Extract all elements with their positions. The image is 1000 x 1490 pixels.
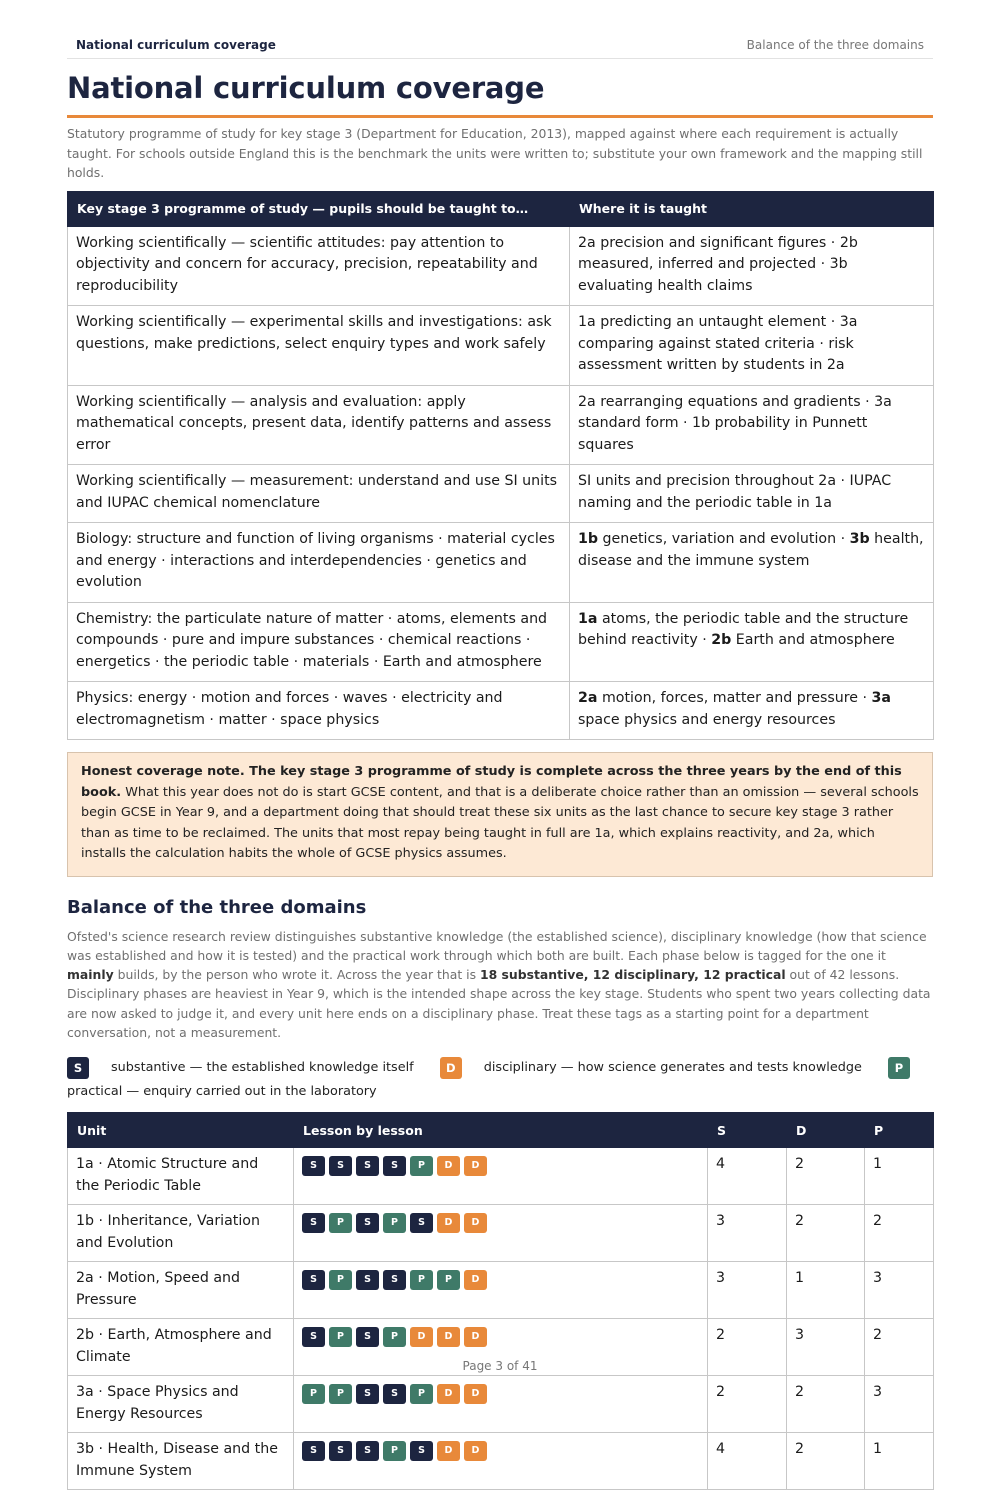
lesson-tag-d: D (437, 1156, 460, 1176)
units-header-lessons: Lesson by lesson (294, 1113, 708, 1148)
running-head (67, 0, 933, 59)
unit-lessons-cell (294, 1262, 708, 1319)
unit-row (68, 1376, 934, 1433)
legend-p-label: practical — enquiry carried out in the laboratory (67, 1084, 377, 1100)
coverage-where-run: 2a rearranging equations and gradients · 3a standard form · 1b probability in Punnett squares (578, 393, 892, 453)
coverage-where-run: genetics, variation and evolution · (598, 531, 850, 547)
balance-para-run: Ofsted's science research review distinguishes substantive knowledge (the established science), disciplinary knowledge (how that science was established and how it is tested) and the practical work through which both are built. Each phase below is tagged for the one it (67, 928, 927, 963)
balance-para-run: mainly (67, 967, 114, 983)
coverage-requirement-cell: Working scientifically — analysis and evaluation: apply mathematical concepts, present data, identify patterns and assess error (68, 385, 570, 465)
coverage-where-run: 2a (578, 690, 598, 706)
units-header-p: P (865, 1113, 934, 1148)
unit-p-count: 1 (865, 1148, 934, 1205)
lesson-tag-p: P (329, 1270, 352, 1290)
lesson-tag-p: P (410, 1384, 433, 1404)
lesson-tag-p: P (410, 1270, 433, 1290)
coverage-note-text: What this year does not do is start GCSE content, and that is a deliberate choice rather than an omission — several schools begin GCSE in Year 9, and a department doing that should treat these six units as the last chance to secure key stage 3 rather than as time to be reclaimed. The units that most repay being taught in full are 1a, which explains reactivity, and 2a, which installs the calculation habits the whole of GCSE physics assumes. (81, 784, 919, 861)
unit-p-count: 3 (865, 1376, 934, 1433)
lesson-tag-p: P (329, 1327, 352, 1347)
unit-lessons-cell (294, 1205, 708, 1262)
unit-row (68, 1433, 934, 1490)
lesson-tag-d: D (437, 1441, 460, 1461)
unit-d-count: 2 (787, 1376, 865, 1433)
lesson-tag-d: D (437, 1213, 460, 1233)
coverage-where-cell (570, 306, 934, 386)
lesson-tag-s: S (383, 1156, 406, 1176)
unit-name-cell: 1b · Inheritance, Variation and Evolution (68, 1205, 294, 1262)
units-header-s: S (708, 1113, 787, 1148)
lesson-tag-s: S (302, 1156, 325, 1176)
unit-p-count: 1 (865, 1433, 934, 1490)
coverage-header-where: Where it is taught (570, 191, 934, 226)
units-header-unit: Unit (68, 1113, 294, 1148)
coverage-where-run: health, disease and the immune system (578, 531, 924, 569)
coverage-row (68, 523, 934, 603)
unit-s-count: 4 (708, 1148, 787, 1205)
coverage-row (68, 306, 934, 386)
unit-s-count: 2 (708, 1319, 787, 1376)
unit-d-count: 1 (787, 1262, 865, 1319)
unit-row (68, 1148, 934, 1205)
coverage-row (68, 465, 934, 523)
unit-name-cell: 2a · Motion, Speed and Pressure (68, 1262, 294, 1319)
unit-name-cell: 3a · Space Physics and Energy Resources (68, 1376, 294, 1433)
lesson-tags (302, 1268, 699, 1290)
lesson-tag-d: D (464, 1384, 487, 1404)
legend-d-label: disciplinary — how science generates and tests knowledge (483, 1060, 862, 1076)
coverage-where-run: atoms, the periodic table and the structure behind reactivity · (578, 610, 909, 648)
lesson-tag-p: P (383, 1213, 406, 1233)
lesson-tags (302, 1382, 699, 1404)
legend-p-chip: P (888, 1057, 910, 1079)
coverage-where-cell (570, 385, 934, 465)
coverage-requirement-cell: Working scientifically — experimental skills and investigations: ask questions, make predictions, select enquiry types and work safely (68, 306, 570, 386)
coverage-where-cell (570, 465, 934, 523)
coverage-requirement-cell: Chemistry: the particulate nature of matter · atoms, elements and compounds · pure and impure substances · chemical reactions · energetics · the periodic table · materials · Earth and atmosphere (68, 602, 570, 682)
coverage-where-run: space physics and energy resources (578, 711, 836, 728)
page-number: Page 3 of 41 (462, 1359, 538, 1373)
balance-para-run: builds, by the person who wrote it. Across the year that is (113, 967, 480, 983)
coverage-row (68, 226, 934, 306)
lesson-tag-s: S (383, 1384, 406, 1404)
coverage-where-run: 2a precision and significant figures · 2b measured, inferred and projected · 3b evaluating health claims (578, 234, 858, 294)
lesson-tag-p: P (383, 1441, 406, 1461)
running-head-left: National curriculum coverage (76, 38, 276, 52)
coverage-requirement-cell: Working scientifically — scientific attitudes: pay attention to objectivity and concern for accuracy, precision, repeatability and reproducibility (68, 226, 570, 306)
balance-heading: Balance of the three domains (67, 896, 367, 918)
balance-para-run: 18 substantive, 12 disciplinary, 12 practical (480, 967, 786, 983)
legend-d-chip: D (440, 1057, 462, 1079)
lesson-tag-d: D (464, 1156, 487, 1176)
lesson-tag-s: S (356, 1384, 379, 1404)
lesson-tag-d: D (410, 1327, 433, 1347)
unit-d-count: 3 (787, 1319, 865, 1376)
lesson-tag-s: S (356, 1327, 379, 1347)
lesson-tag-p: P (410, 1156, 433, 1176)
unit-name-cell: 3b · Health, Disease and the Immune System (68, 1433, 294, 1490)
lesson-tag-p: P (383, 1327, 406, 1347)
coverage-requirement-cell: Physics: energy · motion and forces · waves · electricity and electromagnetism · matter · space physics (68, 682, 570, 740)
lesson-tag-d: D (464, 1213, 487, 1233)
units-table-body (68, 1148, 934, 1490)
unit-row (68, 1205, 934, 1262)
lesson-tag-s: S (356, 1213, 379, 1233)
unit-s-count: 3 (708, 1205, 787, 1262)
lesson-tags (302, 1211, 699, 1233)
lesson-tag-s: S (302, 1441, 325, 1461)
coverage-header-requirement: Key stage 3 programme of study — pupils should be taught to… (68, 191, 570, 226)
lesson-tags (302, 1325, 699, 1347)
coverage-requirement-cell: Biology: structure and function of living organisms · material cycles and energy · interactions and interdependencies · genetics and evolution (68, 523, 570, 603)
coverage-where-run: motion, forces, matter and pressure · (597, 690, 872, 706)
lesson-tag-d: D (464, 1270, 487, 1290)
coverage-where-run: Earth and atmosphere (731, 632, 895, 648)
coverage-where-run: 3b (849, 531, 870, 547)
lesson-tag-p: P (302, 1384, 325, 1404)
coverage-note-bold: Honest coverage note. The key stage 3 programme of study is complete across the three years by the end of this book. (81, 764, 902, 800)
coverage-where-run: 3a (871, 690, 891, 706)
lesson-tag-d: D (437, 1384, 460, 1404)
lesson-tags (302, 1439, 699, 1461)
lesson-tag-s: S (329, 1441, 352, 1461)
units-table (67, 1112, 934, 1490)
lesson-tag-s: S (302, 1270, 325, 1290)
lesson-tag-s: S (329, 1156, 352, 1176)
unit-name-cell: 2b · Earth, Atmosphere and Climate (68, 1319, 294, 1376)
coverage-where-run: 1b (578, 531, 599, 547)
coverage-where-run: 1a (578, 610, 598, 627)
lesson-tag-s: S (356, 1270, 379, 1290)
coverage-where-cell (570, 602, 934, 682)
unit-p-count: 3 (865, 1262, 934, 1319)
coverage-requirement-cell: Working scientifically — measurement: understand and use SI units and IUPAC chemical nomenclature (68, 465, 570, 523)
units-header-d: D (787, 1113, 865, 1148)
lesson-tag-s: S (383, 1270, 406, 1290)
coverage-table (67, 191, 934, 741)
balance-paragraph (67, 927, 933, 1043)
running-head-right: Balance of the three domains (746, 38, 924, 52)
lesson-tag-s: S (410, 1441, 433, 1461)
unit-p-count: 2 (865, 1205, 934, 1262)
coverage-where-run: SI units and precision throughout 2a · IUPAC naming and the periodic table in 1a (578, 473, 892, 511)
legend-s-chip: S (67, 1057, 89, 1079)
coverage-where-run: 1a predicting an untaught element · 3a comparing against stated criteria · risk assessment written by students in 2a (578, 314, 858, 373)
unit-s-count: 3 (708, 1262, 787, 1319)
coverage-where-run: 2b (711, 632, 732, 648)
coverage-row (68, 682, 934, 740)
lesson-tag-s: S (356, 1156, 379, 1176)
page-title: National curriculum coverage (67, 71, 933, 118)
lesson-tag-s: S (302, 1327, 325, 1347)
unit-row (68, 1262, 934, 1319)
lesson-tag-p: P (329, 1213, 352, 1233)
unit-d-count: 2 (787, 1433, 865, 1490)
coverage-where-cell (570, 523, 934, 603)
lesson-tag-d: D (464, 1441, 487, 1461)
lesson-tag-d: D (464, 1327, 487, 1347)
lesson-tags (302, 1154, 699, 1176)
lesson-tag-s: S (302, 1213, 325, 1233)
legend-s-label: substantive — the established knowledge itself (111, 1060, 414, 1076)
unit-lessons-cell (294, 1376, 708, 1433)
unit-lessons-cell (294, 1433, 708, 1490)
coverage-where-cell (570, 226, 934, 306)
lesson-tag-d: D (437, 1327, 460, 1347)
balance-para-run: out of 42 lessons. Disciplinary phases are heaviest in Year 9, which is the intended shape across the key stage. Students who spent two years collecting data are now asked to judge it, and every unit here ends on a disciplinary phase. Treat these tags as a starting point for a department conversation, not a measurement. (67, 967, 931, 1040)
lesson-tag-s: S (410, 1213, 433, 1233)
unit-d-count: 2 (787, 1205, 865, 1262)
unit-lessons-cell (294, 1148, 708, 1205)
coverage-note (67, 752, 933, 877)
lesson-tag-p: P (329, 1384, 352, 1404)
lesson-tag-s: S (356, 1441, 379, 1461)
unit-d-count: 2 (787, 1148, 865, 1205)
lesson-tag-p: P (437, 1270, 460, 1290)
coverage-where-cell (570, 682, 934, 740)
unit-name-cell: 1a · Atomic Structure and the Periodic Table (68, 1148, 294, 1205)
unit-p-count: 2 (865, 1319, 934, 1376)
intro-paragraph: Statutory programme of study for key stage 3 (Department for Education, 2013), mapped against where each requirement is actually taught. For schools outside England this is the benchmark the units were written to; substitute your own framework and the mapping still holds. (67, 126, 923, 180)
coverage-table-body (68, 226, 934, 740)
unit-s-count: 4 (708, 1433, 787, 1490)
coverage-row (68, 385, 934, 465)
unit-s-count: 2 (708, 1376, 787, 1433)
domain-legend (67, 1056, 933, 1104)
coverage-row (68, 602, 934, 682)
